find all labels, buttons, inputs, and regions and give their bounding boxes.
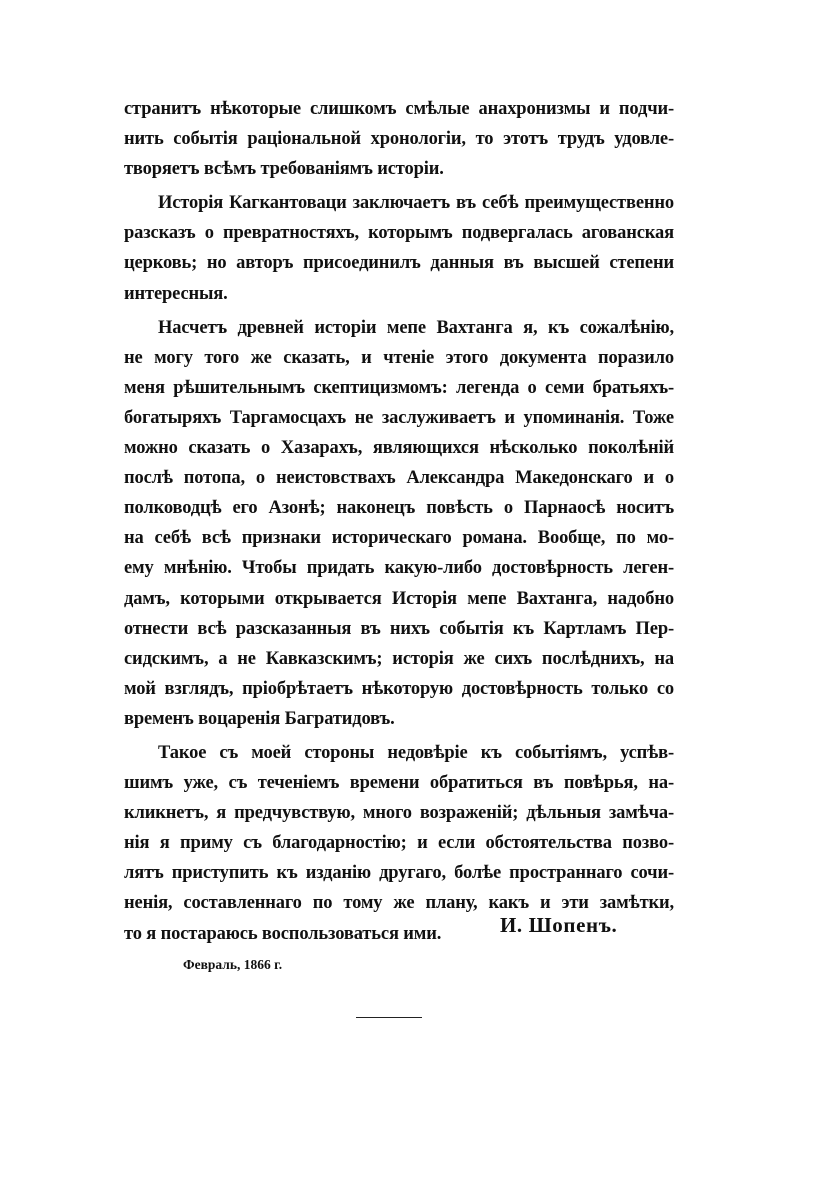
text-line: то я постараюсь воспользоваться ими. xyxy=(124,923,442,944)
text-line: на себѣ всѣ признаки историческаго романа. Вообще, по мо- xyxy=(124,528,674,549)
text-line: временъ воцаренія Багратидовъ. xyxy=(124,708,395,729)
text-line: богатыряхъ Таргамосцахъ не заслуживаетъ и упоминанія. Тоже xyxy=(124,407,674,428)
body-text xyxy=(124,94,674,953)
text-line: меня рѣшительнымъ скептицизмомъ: легенда о семи братьяхъ- xyxy=(124,377,674,398)
text-line: церковь; но авторъ присоединилъ данныя въ высшей степени xyxy=(124,253,674,274)
dateline: Февраль, 1866 г. xyxy=(183,957,283,972)
text-line: Насчетъ древней исторіи мепе Вахтанга я, къ сожалѣнію, xyxy=(158,317,674,338)
text-line: послѣ потопа, о неистовствахъ Александра Македонскаго и о xyxy=(124,468,674,489)
text-line: нить событія раціональной хронологіи, то этотъ трудъ удовле- xyxy=(124,129,674,150)
text-line: шимъ уже, съ теченіемъ времени обратиться въ повѣрья, на- xyxy=(124,773,674,794)
paragraph xyxy=(124,94,674,184)
text-line: интересныя. xyxy=(124,283,228,304)
paragraph xyxy=(124,313,674,734)
text-line: сидскимъ, а не Кавказскимъ; исторія же сихъ послѣднихъ, на xyxy=(124,648,674,669)
closing-rule xyxy=(356,1017,422,1018)
text-line: мой взглядъ, пріобрѣтаетъ нѣкоторую достовѣрность только со xyxy=(124,678,674,699)
text-line: можно сказать о Хазарахъ, являющихся нѣсколько поколѣній xyxy=(124,438,674,459)
text-line: отнести всѣ разсказанныя въ нихъ событія къ Картламъ Пер- xyxy=(124,618,674,639)
text-line: кликнетъ, я предчувствую, много возраженій; дѣльныя замѣча- xyxy=(124,803,674,824)
text-line: не могу того же сказать, и чтеніе этого документа поразило xyxy=(124,347,674,368)
text-line: лятъ приступить къ изданію другаго, болѣе пространнаго сочи- xyxy=(124,863,674,884)
text-line: дамъ, которыми открывается Исторія мепе Вахтанга, надобно xyxy=(124,588,674,609)
text-line: Такое съ моей стороны недовѣріе къ событіямъ, успѣв- xyxy=(158,742,674,763)
author-signature: И. Шопенъ. xyxy=(500,913,618,937)
text-line: творяетъ всѣмъ требованіямъ исторіи. xyxy=(124,159,444,180)
paragraph xyxy=(124,188,674,308)
text-line: Исторія Кагкантоваци заключаетъ въ себѣ преимущественно xyxy=(158,193,674,214)
text-line: разсказъ о превратностяхъ, которымъ подвергалась агованская xyxy=(124,223,674,244)
text-line: ему мнѣнію. Чтобы придать какую-либо достовѣрность леген- xyxy=(124,558,674,579)
text-line: странитъ нѣкоторые слишкомъ смѣлые анахронизмы и подчи- xyxy=(124,99,674,119)
text-line: полководцѣ его Азонѣ; наконецъ повѣсть о Парнаосѣ носитъ xyxy=(124,498,674,519)
text-line: нія я приму съ благодарностію; и если обстоятельства позво- xyxy=(124,833,674,854)
text-line: ненія, составленнаго по тому же плану, какъ и эти замѣтки, xyxy=(124,893,674,914)
